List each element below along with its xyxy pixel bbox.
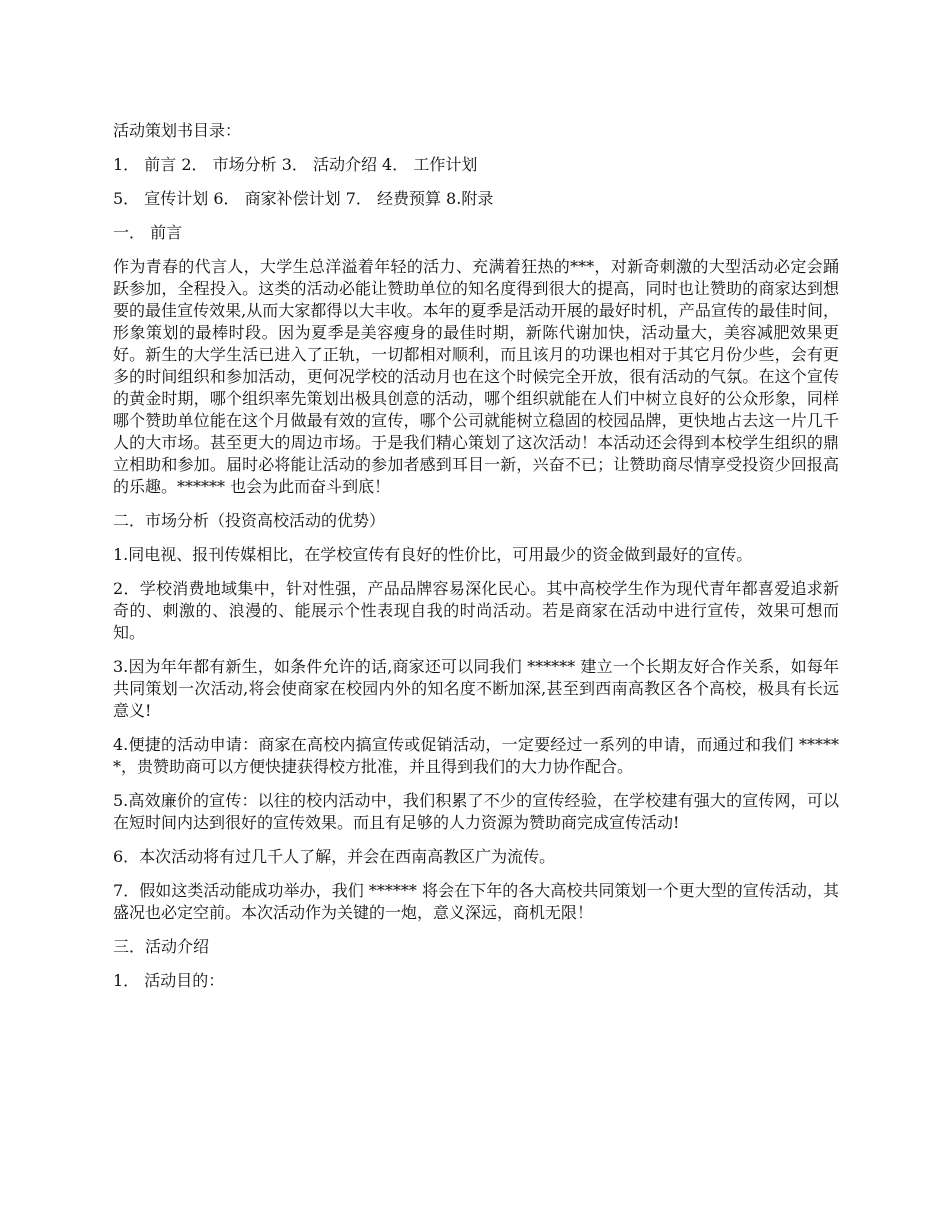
section-2-paragraph-6: 6．本次活动将有过几千人了解，并会在西南高教区广为流传。 <box>113 847 556 866</box>
section-2-paragraph-5: 5.高效廉价的宣传：以往的校内活动中，我们积累了不少的宣传经验，在学校建有强大的宣传网，可以在短时间内达到很好的宣传效果。而且有足够的人力资源为赞助商完成宣传活动! <box>113 791 839 832</box>
section-2-paragraph-1: 1.同电视、报刊传媒相比，在学校宣传有良好的性价比，可用最少的资金做到最好的宣传。 <box>113 545 753 564</box>
section-1-heading: 一． 前言 <box>113 223 183 242</box>
section-2-paragraph-7: 7．假如这类活动能成功举办，我们 ****** 将会在下年的各大高校共同策划一个更大型的宣传活动，其盛况也必定空前。本次活动作为关键的一炮，意义深远，商机无限！ <box>113 881 839 922</box>
section-2-paragraph-3: 3.因为年年都有新生，如条件允许的话,商家还可以同我们 ****** 建立一个长期友好合作关系，如每年共同策划一次活动,将会使商家在校园内外的知名度不断加深,甚至到西南高教区各个高校，极具有长远意义! <box>113 657 839 720</box>
section-1-body: 作为青春的代言人，大学生总洋溢着年轻的活力、充满着狂热的***，对新奇刺激的大型活动必定会踊跃参加，全程投入。这类的活动必能让赞助单位的知名度得到很大的提高，同时也让赞助的商家达到想要的最佳宣传效果,从而大家都得以大丰收。本年的夏季是活动开展的最好时机，产品宣传的最佳时间，形象策划的最棒时段。因为夏季是美容瘦身的最佳时期，新陈代谢加快，活动量大，美容减肥效果更好。新生的大学生活已进入了正轨，一切都相对顺利，而且该月的功课也相对于其它月份少些，会有更多的时间组织和参加活动，更何况学校的活动月也在这个时候完全开放，很有活动的气氛。在这个宣传的黄金时期，哪个组织率先策划出极具创意的活动，哪个组织就能在人们中树立良好的公众形象，同样哪个赞助单位能在这个月做最有效的宣传，哪个公司就能树立稳固的校园品牌，更快地占去这一片几千人的大市场。甚至更大的周边市场。于是我们精心策划了这次活动！本活动还会得到本校学生组织的鼎立相助和参加。届时必将能让活动的参加者感到耳目一新，兴奋不已；让赞助商尽情享受投资少回报高的乐趣。****** 也会为此而奋斗到底！ <box>113 257 839 496</box>
section-3-heading: 三．活动介绍 <box>113 937 210 956</box>
toc-line-1: 1． 前言 2． 市场分析 3． 活动介绍 4． 工作计划 <box>113 155 478 174</box>
section-2-heading: 二．市场分析（投资高校活动的优势） <box>113 511 386 530</box>
document-page <box>113 120 839 1004</box>
toc-line-2: 5． 宣传计划 6． 商家补偿计划 7． 经费预算 8.附录 <box>113 189 494 208</box>
section-3-item-1: 1． 活动目的： <box>113 971 225 990</box>
section-2-paragraph-4: 4.便捷的活动申请：商家在高校内搞宣传或促销活动，一定要经过一系列的申请，而通过和我们 ******，贵赞助商可以方便快捷获得校方批准，并且得到我们的大力协作配合。 <box>113 735 839 776</box>
section-2-paragraph-2: 2．学校消费地域集中，针对性强，产品品牌容易深化民心。其中高校学生作为现代青年都喜爱追求新奇的、刺激的、浪漫的、能展示个性表现自我的时尚活动。若是商家在活动中进行宣传，效果可想而知。 <box>113 579 839 642</box>
toc-title: 活动策划书目录： <box>113 121 242 140</box>
